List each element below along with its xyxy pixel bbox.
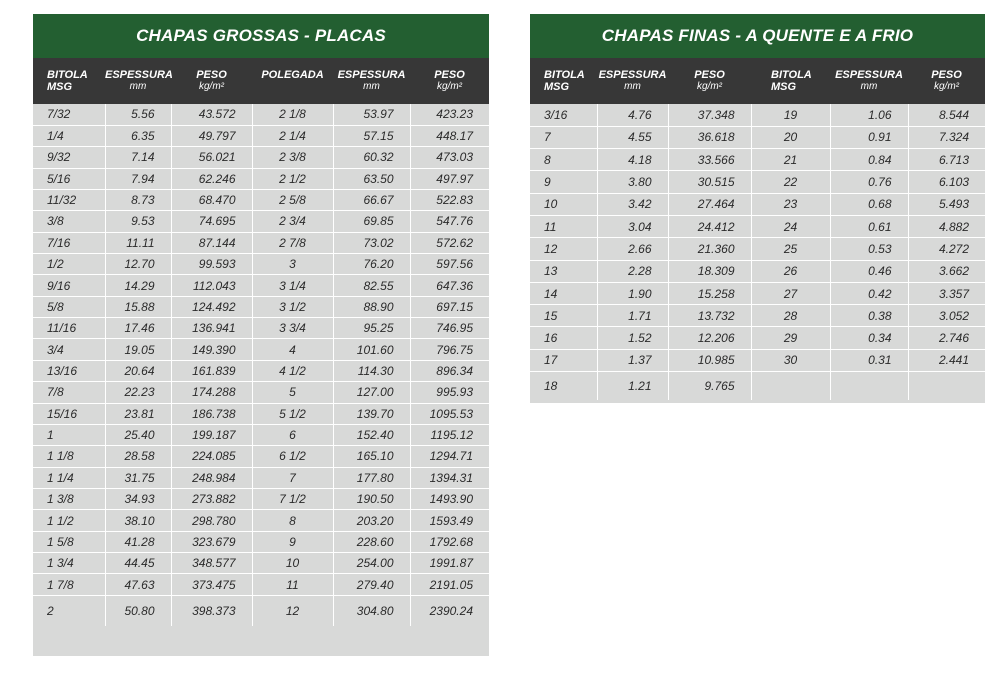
table-cell: 3.42	[597, 193, 668, 215]
table-cell: 112.043	[171, 275, 252, 296]
table-cell: 7.94	[105, 168, 171, 189]
table-cell: 0.76	[830, 171, 908, 193]
table-cell: 27.464	[668, 193, 751, 215]
table-cell: 3 1/2	[252, 296, 333, 317]
table-cell: 746.95	[410, 318, 489, 339]
table-cell: 199.187	[171, 424, 252, 445]
table-cell: 7.324	[908, 126, 985, 148]
table-cell: 73.02	[333, 232, 410, 253]
table-row	[33, 168, 489, 189]
table-cell: 2 1/2	[252, 168, 333, 189]
table-cell: 26	[751, 260, 830, 282]
table-row	[530, 238, 985, 260]
table-cell: 6.713	[908, 149, 985, 171]
table-row	[33, 104, 489, 125]
table-cell: 44.45	[105, 553, 171, 574]
table-row	[530, 372, 985, 400]
table-cell: 20.64	[105, 360, 171, 381]
table-cell: 12.70	[105, 254, 171, 275]
table-cell: 2.746	[908, 327, 985, 349]
table-cell: 1 1/4	[33, 467, 105, 488]
table-cell: 2191.05	[410, 574, 489, 595]
table-cell: 1/2	[33, 254, 105, 275]
table-cell: 1.71	[597, 305, 668, 327]
table-cell: 1493.90	[410, 488, 489, 509]
table-cell: 149.390	[171, 339, 252, 360]
table-cell: 2.66	[597, 238, 668, 260]
table-cell: 49.797	[171, 125, 252, 146]
table-cell: 1195.12	[410, 424, 489, 445]
table-cell: 152.40	[333, 424, 410, 445]
table-cell: 38.10	[105, 510, 171, 531]
table-cell: 19.05	[105, 339, 171, 360]
table-cell: 15.88	[105, 296, 171, 317]
table-row	[33, 446, 489, 467]
header-peso-2: PESO kg/m²	[908, 58, 985, 104]
table-cell: 1593.49	[410, 510, 489, 531]
table-cell: 273.882	[171, 488, 252, 509]
table-cell: 25	[751, 238, 830, 260]
table-cell: 6	[252, 424, 333, 445]
table-cell: 10.985	[668, 349, 751, 371]
table-cell: 15	[530, 305, 597, 327]
table-row	[530, 260, 985, 282]
table-cell: 4.76	[597, 104, 668, 126]
table-cell: 9	[530, 171, 597, 193]
table-cell: 24	[751, 215, 830, 237]
chapas-finas-body	[530, 104, 985, 400]
table-cell: 3/4	[33, 339, 105, 360]
table-cell: 101.60	[333, 339, 410, 360]
table-cell: 68.470	[171, 189, 252, 210]
table-cell: 9/32	[33, 147, 105, 168]
table-cell: 398.373	[171, 595, 252, 626]
table-cell: 74.695	[171, 211, 252, 232]
table-cell: 3	[252, 254, 333, 275]
table-cell: 12	[252, 595, 333, 626]
chapas-finas-table-panel	[530, 14, 985, 403]
table-cell: 5.493	[908, 193, 985, 215]
table-cell: 43.572	[171, 104, 252, 125]
table-cell: 547.76	[410, 211, 489, 232]
table-cell: 24.412	[668, 215, 751, 237]
table-cell: 2 7/8	[252, 232, 333, 253]
table-row	[33, 339, 489, 360]
table-cell: 36.618	[668, 126, 751, 148]
table-cell: 1.06	[830, 104, 908, 126]
table-cell: 2	[33, 595, 105, 626]
table-cell: 8.73	[105, 189, 171, 210]
table-cell: 0.42	[830, 282, 908, 304]
table-row	[530, 193, 985, 215]
table-cell: 0.46	[830, 260, 908, 282]
table-cell: 373.475	[171, 574, 252, 595]
table-cell: 11	[530, 215, 597, 237]
table-cell	[830, 372, 908, 400]
table-cell: 1 1/2	[33, 510, 105, 531]
table-cell: 33.566	[668, 149, 751, 171]
table-cell: 13/16	[33, 360, 105, 381]
header-peso: PESO kg/m²	[171, 58, 252, 104]
table-row	[530, 126, 985, 148]
table-cell: 3 3/4	[252, 318, 333, 339]
table-row	[530, 171, 985, 193]
table-cell: 1 3/8	[33, 488, 105, 509]
table-cell: 2 1/4	[252, 125, 333, 146]
chapas-finas-title: CHAPAS FINAS - A QUENTE E A FRIO	[530, 14, 985, 58]
table-cell: 423.23	[410, 104, 489, 125]
header-espessura: ESPESSURA mm	[105, 58, 171, 104]
table-cell: 4.272	[908, 238, 985, 260]
table-cell: 697.15	[410, 296, 489, 317]
table-cell: 10	[252, 553, 333, 574]
table-cell: 12.206	[668, 327, 751, 349]
table-cell: 14	[530, 282, 597, 304]
table-row	[33, 275, 489, 296]
table-cell: 3.052	[908, 305, 985, 327]
table-cell: 13.732	[668, 305, 751, 327]
table-cell: 5 1/2	[252, 403, 333, 424]
table-cell: 2 3/4	[252, 211, 333, 232]
table-cell: 497.97	[410, 168, 489, 189]
table-cell: 647.36	[410, 275, 489, 296]
table-cell: 7/16	[33, 232, 105, 253]
table-cell: 1792.68	[410, 531, 489, 552]
table-cell: 69.85	[333, 211, 410, 232]
table-cell: 348.577	[171, 553, 252, 574]
table-row	[33, 467, 489, 488]
table-cell: 995.93	[410, 382, 489, 403]
table-row	[530, 282, 985, 304]
table-cell: 28	[751, 305, 830, 327]
table-cell: 3.662	[908, 260, 985, 282]
table-cell: 1991.87	[410, 553, 489, 574]
table-cell: 4	[252, 339, 333, 360]
table-cell: 5/8	[33, 296, 105, 317]
table-cell: 1 1/8	[33, 446, 105, 467]
table-cell: 41.28	[105, 531, 171, 552]
header-espessura: ESPESSURA mm	[597, 58, 668, 104]
table-row	[33, 553, 489, 574]
table-cell: 7 1/2	[252, 488, 333, 509]
table-cell: 0.31	[830, 349, 908, 371]
table-row	[33, 211, 489, 232]
table-cell: 796.75	[410, 339, 489, 360]
table-cell: 0.61	[830, 215, 908, 237]
table-row	[33, 254, 489, 275]
header-peso: PESO kg/m²	[668, 58, 751, 104]
table-cell: 13	[530, 260, 597, 282]
table-cell: 6.103	[908, 171, 985, 193]
table-cell: 34.93	[105, 488, 171, 509]
table-cell: 23.81	[105, 403, 171, 424]
table-cell: 3.04	[597, 215, 668, 237]
table-cell: 5.56	[105, 104, 171, 125]
table-cell: 11	[252, 574, 333, 595]
table-cell: 254.00	[333, 553, 410, 574]
table-cell: 22.23	[105, 382, 171, 403]
header-row	[33, 58, 489, 104]
table-cell: 2 1/8	[252, 104, 333, 125]
table-cell: 57.15	[333, 125, 410, 146]
table-cell: 20	[751, 126, 830, 148]
table-cell: 298.780	[171, 510, 252, 531]
table-cell: 12	[530, 238, 597, 260]
table-cell: 114.30	[333, 360, 410, 381]
table-cell: 127.00	[333, 382, 410, 403]
table-cell: 7.14	[105, 147, 171, 168]
table-cell: 8	[252, 510, 333, 531]
table-cell: 76.20	[333, 254, 410, 275]
header-bitola: BITOLA MSG	[530, 58, 597, 104]
table-cell: 11.11	[105, 232, 171, 253]
header-polegada: POLEGADA	[252, 58, 333, 104]
table-cell: 25.40	[105, 424, 171, 445]
table-cell: 0.34	[830, 327, 908, 349]
table-cell: 0.38	[830, 305, 908, 327]
table-cell: 1.52	[597, 327, 668, 349]
table-row	[530, 149, 985, 171]
table-row	[530, 104, 985, 126]
table-cell: 2 3/8	[252, 147, 333, 168]
table-cell: 597.56	[410, 254, 489, 275]
table-cell: 22	[751, 171, 830, 193]
table-cell: 5/16	[33, 168, 105, 189]
table-cell: 87.144	[171, 232, 252, 253]
table-row	[33, 147, 489, 168]
table-cell: 4.882	[908, 215, 985, 237]
table-cell: 1	[33, 424, 105, 445]
table-cell: 0.68	[830, 193, 908, 215]
table-cell: 88.90	[333, 296, 410, 317]
table-cell: 228.60	[333, 531, 410, 552]
table-cell: 0.53	[830, 238, 908, 260]
table-cell: 1095.53	[410, 403, 489, 424]
table-row	[33, 488, 489, 509]
table-cell: 3.357	[908, 282, 985, 304]
table-cell: 174.288	[171, 382, 252, 403]
table-cell: 448.17	[410, 125, 489, 146]
table-cell: 9	[252, 531, 333, 552]
table-cell	[751, 372, 830, 400]
table-cell: 1 3/4	[33, 553, 105, 574]
table-cell: 2.441	[908, 349, 985, 371]
table-cell: 9/16	[33, 275, 105, 296]
table-cell: 3.80	[597, 171, 668, 193]
table-cell: 572.62	[410, 232, 489, 253]
table-cell: 15.258	[668, 282, 751, 304]
table-row	[530, 327, 985, 349]
table-row	[530, 215, 985, 237]
table-cell: 896.34	[410, 360, 489, 381]
table-cell: 7	[252, 467, 333, 488]
table-row	[33, 189, 489, 210]
table-cell: 139.70	[333, 403, 410, 424]
table-row	[530, 305, 985, 327]
table-cell: 6.35	[105, 125, 171, 146]
table-cell	[908, 372, 985, 400]
table-row	[33, 574, 489, 595]
table-cell: 2390.24	[429, 604, 473, 619]
table-cell: 473.03	[410, 147, 489, 168]
table-row	[33, 360, 489, 381]
table-row	[33, 125, 489, 146]
table-row	[33, 296, 489, 317]
table-cell: 56.021	[171, 147, 252, 168]
table-cell: 203.20	[333, 510, 410, 531]
table-cell: 62.246	[171, 168, 252, 189]
table-cell: 304.80	[333, 595, 410, 626]
table-cell: 11/16	[33, 318, 105, 339]
table-cell: 19	[751, 104, 830, 126]
table-cell: 10	[530, 193, 597, 215]
table-cell: 99.593	[171, 254, 252, 275]
table-cell: 224.085	[171, 446, 252, 467]
table-cell: 8.544	[908, 104, 985, 126]
table-cell: 1394.31	[410, 467, 489, 488]
table-cell: 29	[751, 327, 830, 349]
table-cell: 323.679	[171, 531, 252, 552]
table-cell: 17.46	[105, 318, 171, 339]
table-cell: 1.21	[597, 372, 668, 400]
table-cell: 8	[530, 149, 597, 171]
table-cell: 2.28	[597, 260, 668, 282]
table-cell: 30.515	[668, 171, 751, 193]
table-cell: 21.360	[668, 238, 751, 260]
table-cell: 14.29	[105, 275, 171, 296]
table-cell: 9.53	[105, 211, 171, 232]
table-cell: 7	[530, 126, 597, 148]
table-cell: 18	[530, 372, 597, 400]
table-row	[33, 595, 489, 626]
table-cell: 82.55	[333, 275, 410, 296]
table-cell: 7/8	[33, 382, 105, 403]
table-cell: 186.738	[171, 403, 252, 424]
table-cell: 28.58	[105, 446, 171, 467]
chapas-grossas-table	[33, 58, 489, 626]
table-cell: 11/32	[33, 189, 105, 210]
table-cell: 1.37	[597, 349, 668, 371]
table-cell: 16	[530, 327, 597, 349]
table-cell: 27	[751, 282, 830, 304]
table-cell: 1 7/8	[33, 574, 105, 595]
table-cell: 279.40	[333, 574, 410, 595]
chapas-grossas-table-panel	[33, 14, 489, 656]
table-cell: 31.75	[105, 467, 171, 488]
chapas-grossas-title: CHAPAS GROSSAS - PLACAS	[33, 14, 489, 58]
table-cell: 63.50	[333, 168, 410, 189]
header-espessura-2: ESPESSURA mm	[830, 58, 908, 104]
table-cell: 1294.71	[410, 446, 489, 467]
table-cell: 3/16	[530, 104, 597, 126]
table-cell: 66.67	[333, 189, 410, 210]
table-cell: 4.18	[597, 149, 668, 171]
header-bitola: BITOLA MSG	[33, 58, 105, 104]
header-bitola-2: BITOLA MSG	[751, 58, 830, 104]
table-row	[33, 510, 489, 531]
table-cell: 53.97	[333, 104, 410, 125]
table-row	[33, 424, 489, 445]
table-cell: 161.839	[171, 360, 252, 381]
table-cell: 4.55	[597, 126, 668, 148]
table-cell: 1 5/8	[33, 531, 105, 552]
table-cell: 4 1/2	[252, 360, 333, 381]
chapas-finas-table	[530, 58, 985, 400]
table-cell: 190.50	[333, 488, 410, 509]
table-cell: 5	[252, 382, 333, 403]
table-cell: 21	[751, 149, 830, 171]
table-row	[530, 349, 985, 371]
table-cell: 47.63	[105, 574, 171, 595]
table-cell: 136.941	[171, 318, 252, 339]
table-cell: 177.80	[333, 467, 410, 488]
table-cell: 522.83	[410, 189, 489, 210]
header-row	[530, 58, 985, 104]
table-row	[33, 531, 489, 552]
table-cell: 0.91	[830, 126, 908, 148]
table-cell: 60.32	[333, 147, 410, 168]
chapas-grossas-body	[33, 104, 489, 626]
table-cell: 18.309	[668, 260, 751, 282]
table-cell: 0.84	[830, 149, 908, 171]
table-row	[33, 403, 489, 424]
table-cell: 7/32	[33, 104, 105, 125]
table-cell: 2 5/8	[252, 189, 333, 210]
table-cell: 37.348	[668, 104, 751, 126]
table-cell: 30	[751, 349, 830, 371]
table-cell: 6 1/2	[252, 446, 333, 467]
table-cell: 23	[751, 193, 830, 215]
table-cell: 3 1/4	[252, 275, 333, 296]
table-cell: 3/8	[33, 211, 105, 232]
table-cell: 15/16	[33, 403, 105, 424]
table-cell: 17	[530, 349, 597, 371]
header-peso-2: PESO kg/m²	[410, 58, 489, 104]
table-row	[33, 232, 489, 253]
table-row	[33, 318, 489, 339]
header-espessura-2: ESPESSURA mm	[333, 58, 410, 104]
table-cell: 248.984	[171, 467, 252, 488]
table-cell: 1/4	[33, 125, 105, 146]
table-cell: 50.80	[105, 595, 171, 626]
table-cell: 95.25	[333, 318, 410, 339]
table-cell: 1.90	[597, 282, 668, 304]
table-cell: 9.765	[668, 372, 751, 400]
table-cell: 124.492	[171, 296, 252, 317]
table-cell: 165.10	[333, 446, 410, 467]
table-row	[33, 382, 489, 403]
